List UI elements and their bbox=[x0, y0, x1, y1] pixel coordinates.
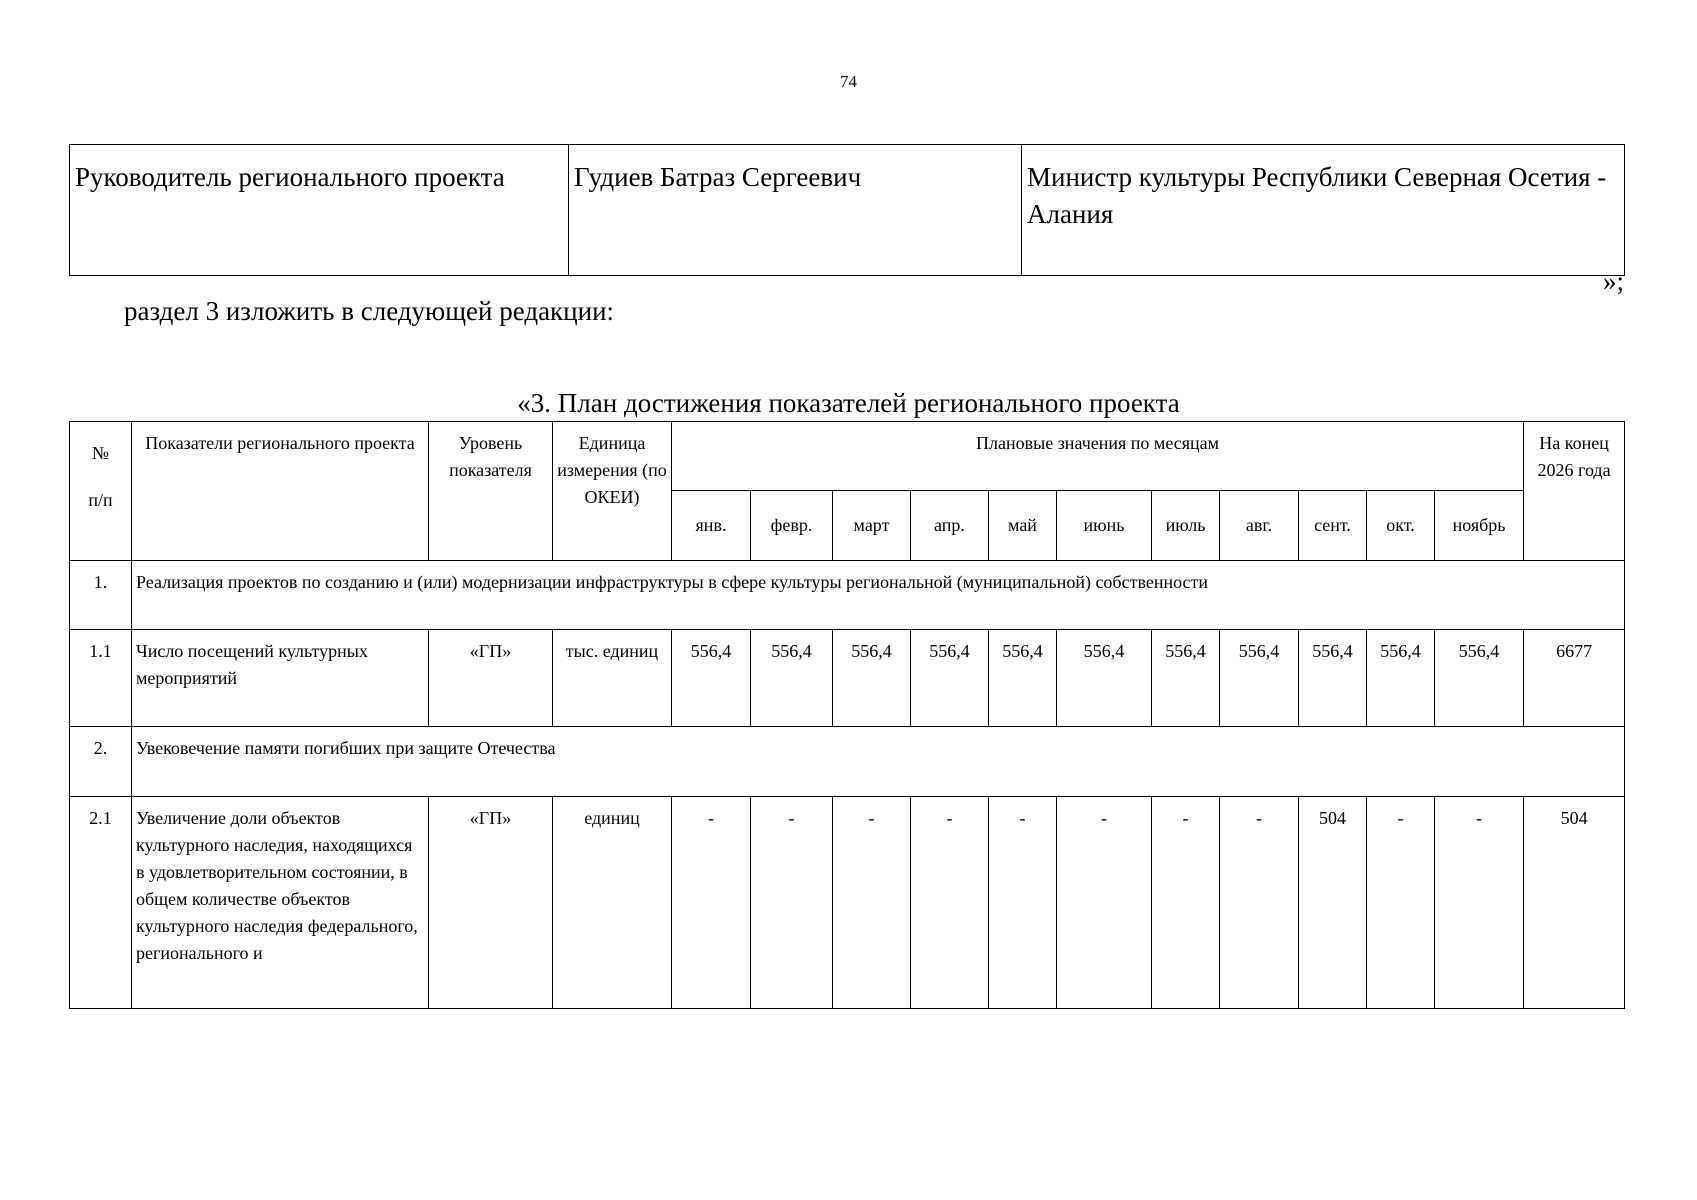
month-header: сент. bbox=[1299, 491, 1367, 561]
header-year-end: На конец 2026 года bbox=[1524, 422, 1625, 561]
data-row bbox=[70, 797, 1625, 1009]
section-row bbox=[70, 561, 1625, 630]
month-value: - bbox=[751, 797, 833, 1009]
page-number: 74 bbox=[840, 72, 857, 91]
row-level: «ГП» bbox=[429, 630, 553, 727]
section-row bbox=[70, 727, 1625, 797]
month-value: 556,4 bbox=[989, 630, 1057, 727]
row-unit: тыс. единиц bbox=[553, 630, 672, 727]
header-monthly: Плановые значения по месяцам bbox=[672, 422, 1524, 491]
plan-title: «3. План достижения показателей регионального проекта bbox=[517, 388, 1180, 418]
section-num: 1. bbox=[70, 561, 132, 630]
header-indicator: Показатели регионального проекта bbox=[132, 422, 429, 561]
row-num: 2.1 bbox=[70, 797, 132, 1009]
project-head-row bbox=[70, 145, 1625, 276]
row-year-end: 504 bbox=[1524, 797, 1625, 1009]
section-title: Увековечение памяти погибших при защите Отечества bbox=[132, 727, 1625, 797]
month-value: 556,4 bbox=[1435, 630, 1524, 727]
project-head-table bbox=[69, 144, 1625, 276]
row-indicator: Увеличение доли объектов культурного наследия, находящихся в удовлетворительном состоянии, в общем количестве объектов культурного наследия федерального, регионального и bbox=[132, 797, 429, 1009]
month-value: 556,4 bbox=[1367, 630, 1435, 727]
month-header: июль bbox=[1152, 491, 1220, 561]
month-value: - bbox=[833, 797, 911, 1009]
head-name-cell: Гудиев Батраз Сергеевич bbox=[569, 145, 1022, 276]
header-unit: Единица измерения (по ОКЕИ) bbox=[553, 422, 672, 561]
closing-quote: »; bbox=[1602, 266, 1624, 296]
month-value: - bbox=[1367, 797, 1435, 1009]
month-value: 556,4 bbox=[1299, 630, 1367, 727]
month-value: - bbox=[672, 797, 751, 1009]
month-value: 556,4 bbox=[751, 630, 833, 727]
row-indicator: Число посещений культурных мероприятий bbox=[132, 630, 429, 727]
data-row bbox=[70, 630, 1625, 727]
row-unit: единиц bbox=[553, 797, 672, 1009]
month-value: - bbox=[989, 797, 1057, 1009]
plan-header-row bbox=[70, 422, 1625, 491]
month-value: 504 bbox=[1299, 797, 1367, 1009]
header-level: Уровень показателя bbox=[429, 422, 553, 561]
head-role-cell: Руководитель регионального проекта bbox=[70, 145, 569, 276]
month-value: 556,4 bbox=[911, 630, 989, 727]
month-header: март bbox=[833, 491, 911, 561]
month-value: 556,4 bbox=[672, 630, 751, 727]
head-position-cell: Министр культуры Республики Северная Осетия - Алания bbox=[1022, 145, 1625, 276]
month-header: авг. bbox=[1220, 491, 1299, 561]
section-num: 2. bbox=[70, 727, 132, 797]
month-header: ноябрь bbox=[1435, 491, 1524, 561]
month-header: апр. bbox=[911, 491, 989, 561]
header-num bbox=[70, 422, 132, 561]
section-title: Реализация проектов по созданию и (или) модернизации инфраструктуры в сфере культуры региональной (муниципальной) собственности bbox=[132, 561, 1625, 630]
month-value: 556,4 bbox=[833, 630, 911, 727]
month-value: - bbox=[1435, 797, 1524, 1009]
row-year-end: 6677 bbox=[1524, 630, 1625, 727]
plan-table bbox=[69, 421, 1625, 1009]
row-level: «ГП» bbox=[429, 797, 553, 1009]
row-num: 1.1 bbox=[70, 630, 132, 727]
month-header: июнь bbox=[1057, 491, 1152, 561]
month-header: янв. bbox=[672, 491, 751, 561]
instruction-text: раздел 3 изложить в следующей редакции: bbox=[124, 296, 615, 326]
month-value: - bbox=[911, 797, 989, 1009]
month-header: окт. bbox=[1367, 491, 1435, 561]
month-value: - bbox=[1057, 797, 1152, 1009]
month-header: февр. bbox=[751, 491, 833, 561]
month-header: май bbox=[989, 491, 1057, 561]
month-value: - bbox=[1220, 797, 1299, 1009]
month-value: 556,4 bbox=[1152, 630, 1220, 727]
month-value: 556,4 bbox=[1057, 630, 1152, 727]
month-value: 556,4 bbox=[1220, 630, 1299, 727]
header-num-text: № п/п bbox=[88, 443, 113, 510]
month-value: - bbox=[1152, 797, 1220, 1009]
